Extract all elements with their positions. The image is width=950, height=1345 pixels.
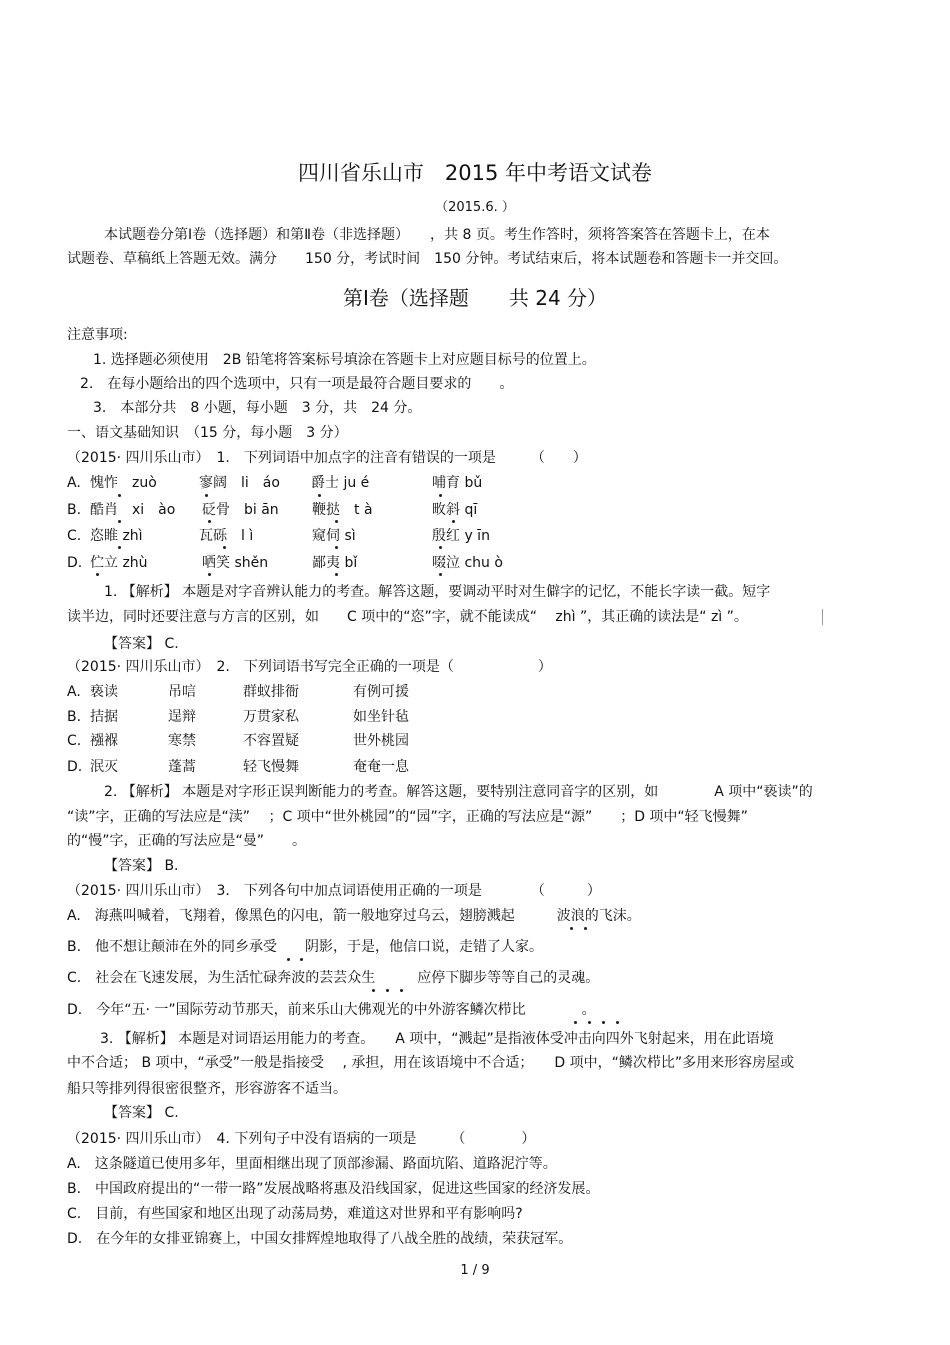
emphasis-dot — [386, 989, 389, 992]
q2-analysis-line-3: 的“慢”字，正确的写法应是“曼” 。 — [67, 833, 307, 849]
word-1: 亵读 — [90, 684, 118, 700]
emphasis-dot — [452, 520, 455, 523]
q3-analysis-line-2: 中不合适； B 项中，“承受”一般是指接受 , 承担，用在该语境中不合适； D 项中，“鳞次栉比”多用来形容房屋或 — [67, 1055, 795, 1071]
text-cursor-mark — [822, 609, 823, 625]
page-number: 1 / 9 — [460, 1263, 490, 1278]
option-letter: A. — [67, 684, 81, 700]
q4-option-a: A. 这条隧道已使用多年，里面相继出现了顶部渗漏、路面坑陷、道路泥泞等。 — [67, 1156, 557, 1172]
q4-option-b: B. 中国政府提出的“一带一路”发展战略将惠及沿线国家，促进这些国家的经济发展。 — [67, 1181, 600, 1197]
emphasis-dot — [300, 958, 303, 961]
emphasis-dot — [439, 494, 442, 497]
emphasis-dot — [602, 1021, 605, 1024]
question-2-stem: （2015· 四川乐山市） 2. 下列词语书写完全正确的一项是（ ） — [67, 659, 552, 675]
emphasis-dot — [574, 1021, 577, 1024]
emphasis-dot — [208, 573, 211, 576]
word-4: 世外桃园 — [353, 733, 409, 749]
word-2: 哂笑 shěn — [202, 555, 269, 571]
word-2: 砭骨 bi ān — [202, 502, 279, 518]
intro-line-2: 试题卷、草稿纸上答题无效。满分 150 分，考试时间 150 分钟。考试结束后，将本试题卷和答题卡一并交回。 — [67, 251, 788, 267]
word-2: 寒禁 — [168, 733, 196, 749]
q3-option-b: B. 他不想让颠沛在外的同乡承受 阴影，于是，他信口说，走错了人家。 — [67, 939, 544, 955]
q4-option-d: D. 在今年的女排亚锦赛上，中国女排辉煌地取得了八战全胜的战绩，荣获冠军。 — [67, 1231, 573, 1247]
word-1: 愧怍 zuò — [90, 475, 157, 491]
emphasis-dot — [118, 520, 121, 523]
word-2: 瓦砾 l ì — [199, 528, 254, 544]
note-1: 1. 选择题必须使用 2B 铅笔将答案标号填涂在答题卡上对应题目标号的位置上。 — [93, 352, 596, 368]
option-letter: D. — [67, 555, 83, 571]
emphasis-dot — [208, 520, 211, 523]
question-3-stem: （2015· 四川乐山市） 3. 下列各句中加点词语使用正确的一项是 （ ） — [67, 883, 601, 899]
word-3: 群蚁排衙 — [243, 684, 299, 700]
word-3: 万贯家私 — [243, 709, 299, 725]
q3-option-d: D. 今年“五· 一”国际劳动节那天，前来乐山大佛观光的中外游客鳞次栉比 。 — [67, 1002, 596, 1018]
word-2: 逞辩 — [168, 709, 196, 725]
q3-option-c: C. 社会在飞速发展，为生活忙碌奔波的芸芸众生 应停下脚步等等自己的灵魂。 — [67, 970, 600, 986]
q3-option-a: A. 海燕叫喊着，飞翔着，像黑色的闪电，箭一般地穿过乌云，翅膀溅起 波浪的飞沫。 — [67, 908, 641, 924]
note-3: 3. 本部分共 8 小题，每小题 3 分，共 24 分。 — [93, 400, 422, 416]
word-3: 鞭挞 t à — [312, 502, 373, 518]
emphasis-dot — [400, 989, 403, 992]
word-1: 泯灭 — [90, 759, 118, 775]
emphasis-dot — [570, 927, 573, 930]
exam-date: （2015.6. ） — [435, 200, 515, 215]
question-1-stem: （2015· 四川乐山市） 1. 下列词语中加点字的注音有错误的一项是 （ ） — [67, 450, 587, 466]
q2-analysis-line-1: 2. 【解析】 本题是对字形正误判断能力的考查。解答这题，要特别注意同音字的区别，如 A 项中“亵读”的 — [104, 784, 813, 800]
option-letter: D. — [67, 759, 83, 775]
word-2: 吊唁 — [168, 684, 196, 700]
word-3: 爵士 ju é — [311, 475, 370, 491]
emphasis-dot — [118, 494, 121, 497]
q3-analysis-line-3: 船只等排列得很密很整齐，形容游客不适当。 — [67, 1081, 347, 1097]
q2-answer: 【答案】 B. — [104, 858, 179, 874]
q1-analysis-line-1: 1. 【解析】 本题是对字音辨认能力的考查。解答这题，要调动平时对生僻字的记忆，不能长字读一截。短字 — [104, 584, 771, 600]
option-letter: C. — [67, 733, 82, 749]
emphasis-dot — [205, 494, 208, 497]
q4-option-c: C. 目前，有些国家和地区出现了动荡局势，难道这对世界和平有影响吗? — [67, 1206, 523, 1222]
emphasis-dot — [318, 494, 321, 497]
word-3: 窥伺 sì — [312, 528, 356, 544]
emphasis-dot — [287, 958, 290, 961]
word-4: 殷红 y īn — [432, 528, 490, 544]
word-1: 伫立 zhù — [90, 555, 148, 571]
emphasis-dot — [335, 520, 338, 523]
emphasis-dot — [372, 989, 375, 992]
word-1: 恣睢 zhì — [90, 528, 143, 544]
word-3: 鄙夷 bǐ — [312, 555, 358, 571]
word-1: 酷肖 xi ào — [90, 502, 176, 518]
option-letter: A. — [67, 475, 81, 491]
section-title: 第Ⅰ卷（选择题 共 24 分） — [342, 286, 608, 310]
option-letter: C. — [67, 528, 82, 544]
option-letter: B. — [67, 502, 82, 518]
emphasis-dot — [439, 573, 442, 576]
notes-heading: 注意事项: — [67, 327, 128, 343]
word-4: 哺育 bǔ — [432, 475, 483, 491]
word-4: 如坐针毡 — [353, 709, 409, 725]
q1-analysis-line-2: 读半边，同时还要注意与方言的区别，如 C 项中的“恣”字，就不能读成“ zhì ”，其正确的读法是“ zì ”。 — [67, 609, 748, 625]
word-2: 蓬蒿 — [168, 759, 196, 775]
document-title: 四川省乐山市 2015 年中考语文试卷 — [297, 161, 653, 185]
word-3: 轻飞慢舞 — [243, 759, 299, 775]
emphasis-dot — [335, 573, 338, 576]
emphasis-dot — [96, 573, 99, 576]
emphasis-dot — [223, 546, 226, 549]
word-4: 畋斜 qī — [432, 502, 478, 518]
intro-line-1: 本试题卷分第Ⅰ卷（选择题）和第Ⅱ卷（非选择题） ，共 8 页。考生作答时，须将答案答在答题卡上，在本 — [104, 227, 770, 243]
word-4: 有例可援 — [353, 684, 409, 700]
q3-analysis-line-1: 3. 【解析】 本题是对词语运用能力的考查。 A 项中，“溅起”是指液体受冲击向四外飞射起来，用在此语境 — [100, 1031, 774, 1047]
emphasis-dot — [588, 1021, 591, 1024]
word-1: 襁褓 — [90, 733, 118, 749]
part-heading: 一、语文基础知识 （15 分，每小题 3 分） — [67, 425, 348, 441]
q3-answer: 【答案】 C. — [104, 1105, 179, 1121]
q2-analysis-line-2: “读”字，正确的写法应是“渎” ；C 项中“世外桃园”的“园”字，正确的写法应是“源” ；D 项中“轻飞慢舞” — [67, 809, 748, 825]
word-2: 寥阔 li áo — [199, 475, 280, 491]
word-4: 奄奄一息 — [353, 759, 409, 775]
emphasis-dot — [584, 927, 587, 930]
emphasis-dot — [118, 546, 121, 549]
emphasis-dot — [335, 546, 338, 549]
note-2: 2. 在每小题给出的四个选项中，只有一项是最符合题目要求的 。 — [80, 376, 514, 392]
question-4-stem: （2015· 四川乐山市） 4. 下列句子中没有语病的一项是 （ ） — [67, 1131, 536, 1147]
word-3: 不容置疑 — [243, 733, 299, 749]
q1-answer: 【答案】 C. — [104, 636, 179, 652]
emphasis-dot — [616, 1021, 619, 1024]
option-letter: B. — [67, 709, 82, 725]
word-4: 啜泣 chu ò — [432, 555, 503, 571]
word-1: 拮据 — [90, 709, 118, 725]
emphasis-dot — [439, 546, 442, 549]
